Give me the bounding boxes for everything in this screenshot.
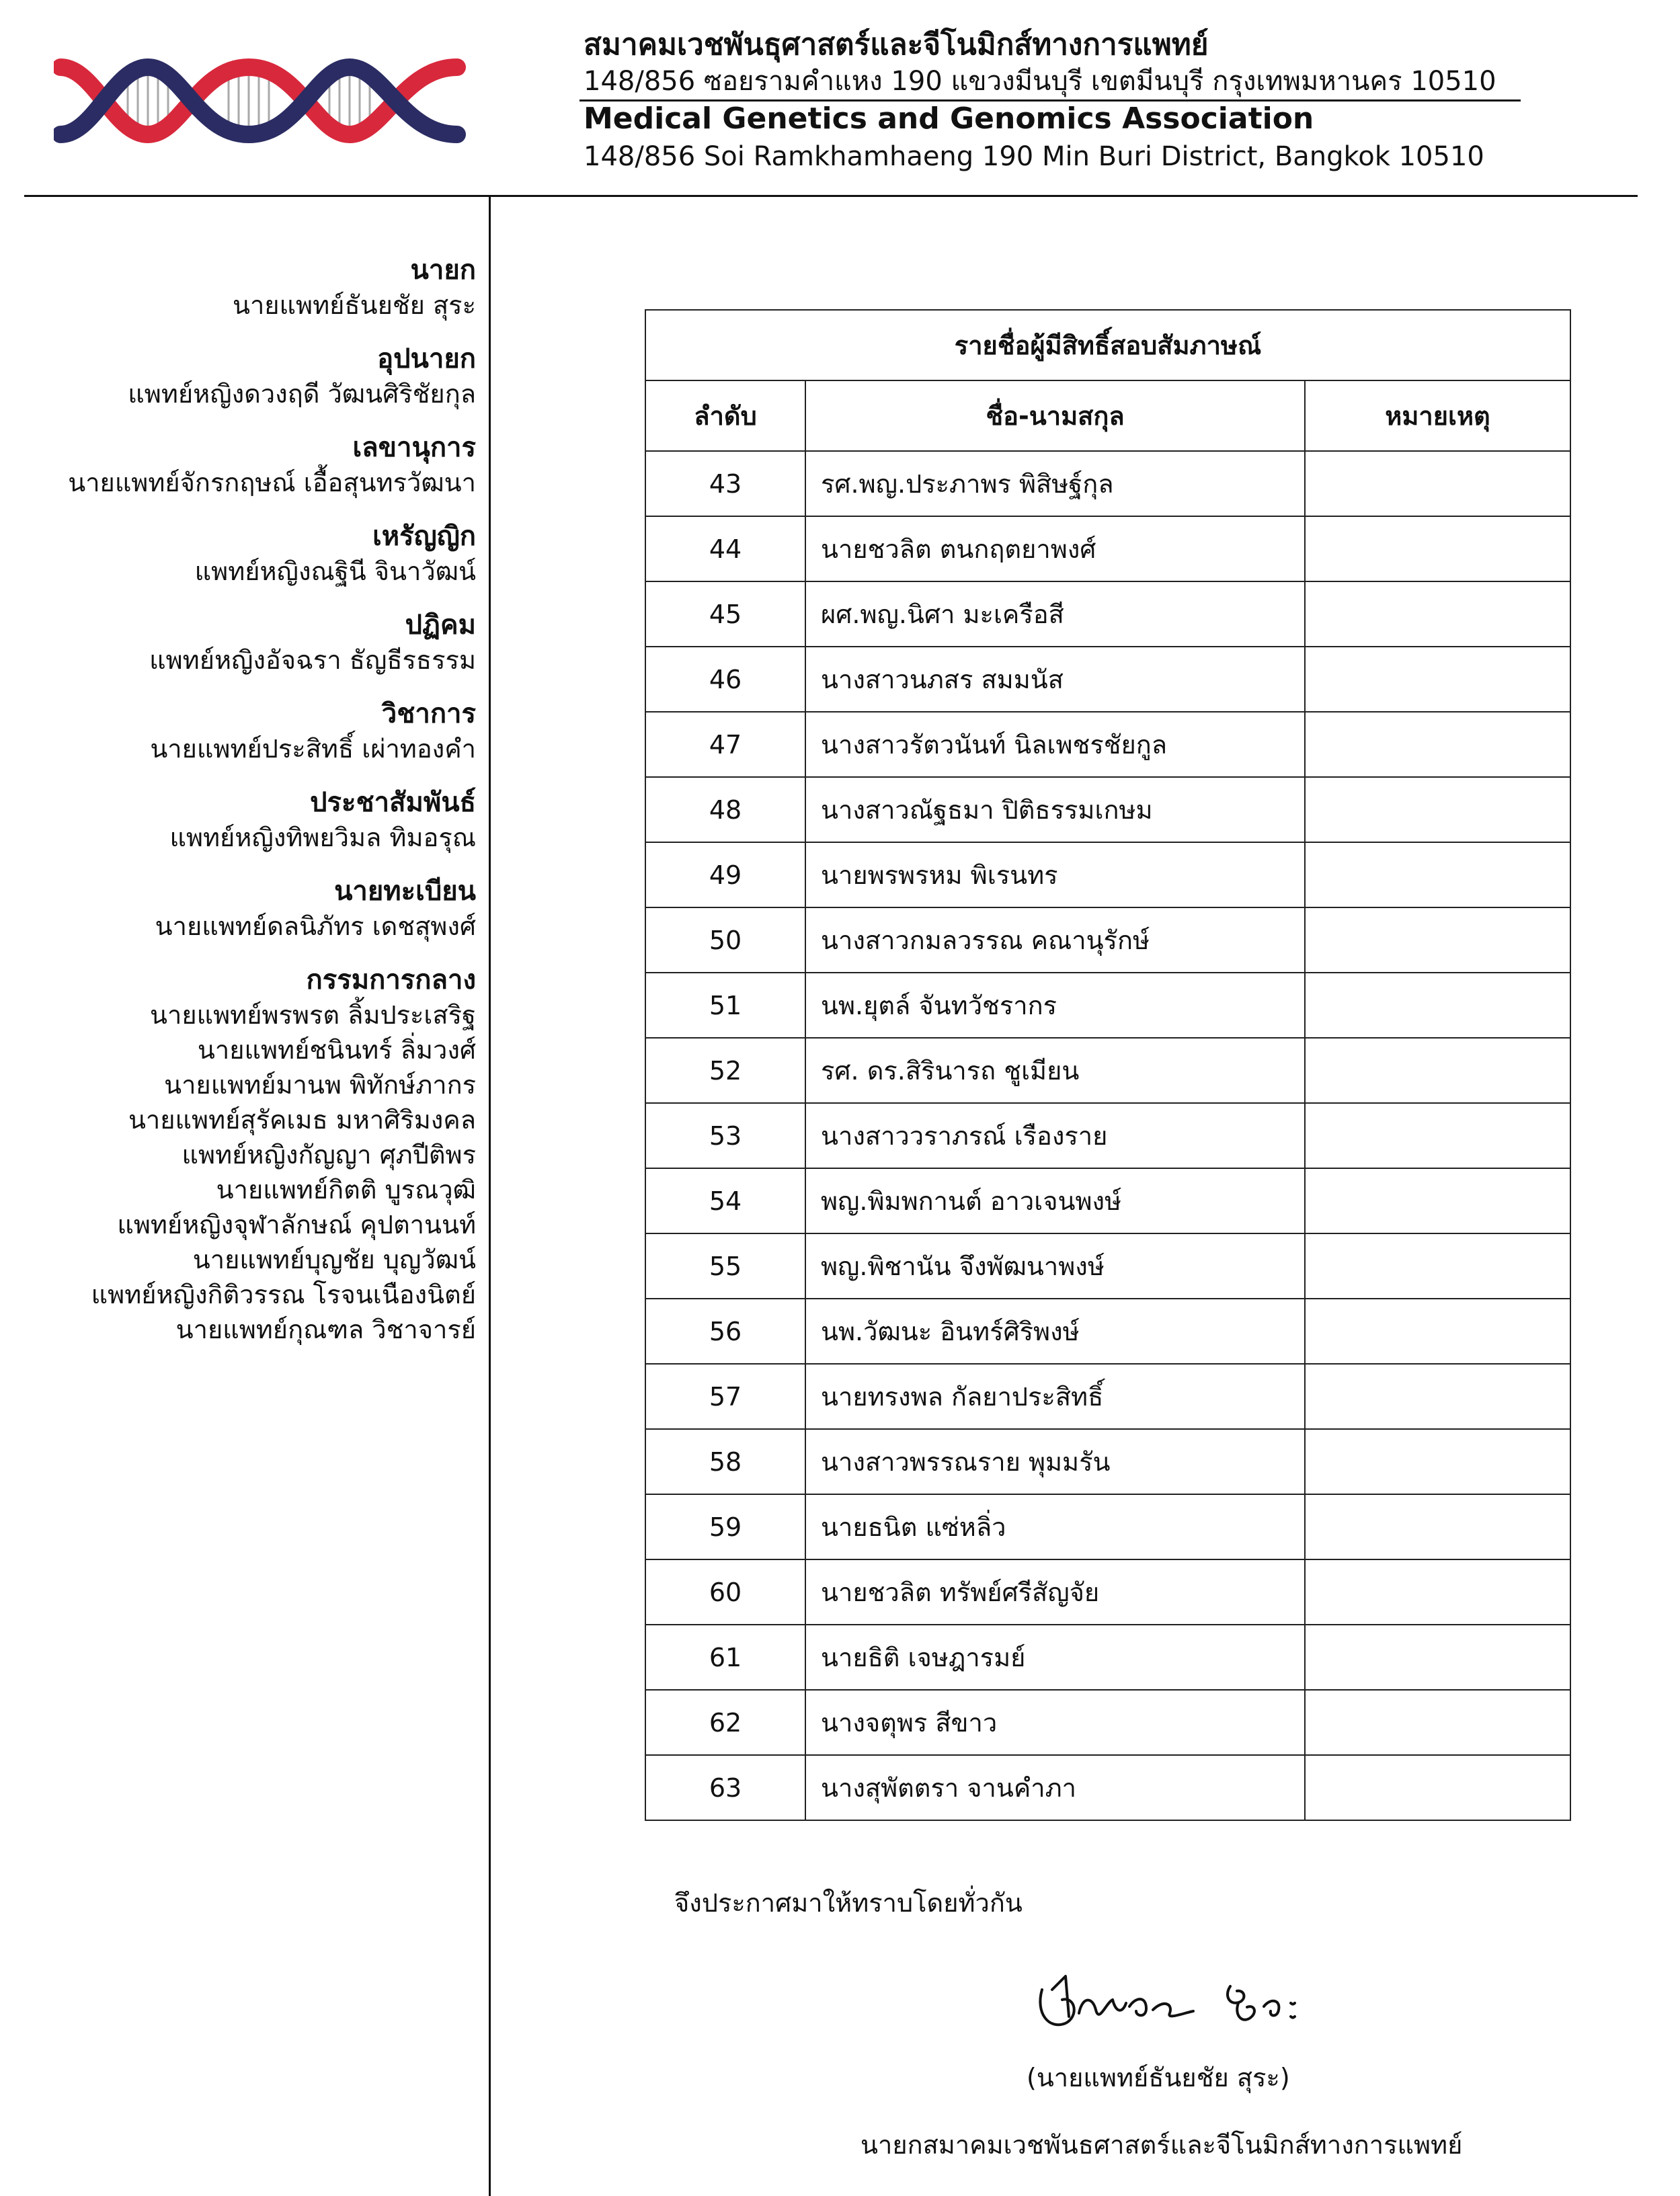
cell-name: นายทรงพล กัลยาประสิทธิ์ bbox=[805, 1364, 1305, 1429]
signer-name: (นายแพทย์ธันยชัย สุระ) bbox=[1027, 2063, 1290, 2092]
cell-name: นางสาวพรรณราย พุมมรัน bbox=[805, 1429, 1305, 1494]
cell-remark bbox=[1305, 712, 1570, 777]
member-name: นายแพทย์พรพรต ลิ้มประเสริฐ bbox=[150, 1000, 476, 1030]
committee-role bbox=[13, 253, 476, 323]
role-title: เลขานุการ bbox=[352, 432, 476, 463]
cell-name: นางสุพัตตรา จานคำภา bbox=[805, 1755, 1305, 1820]
table-row bbox=[645, 973, 1570, 1038]
table-row bbox=[645, 581, 1570, 647]
handwritten-signature bbox=[1029, 1949, 1331, 2050]
cell-name: นายธิติ เจษฎารมย์ bbox=[805, 1625, 1305, 1690]
cell-remark bbox=[1305, 1299, 1570, 1364]
cell-remark bbox=[1305, 1755, 1570, 1820]
table-row bbox=[645, 451, 1570, 516]
header-underline bbox=[579, 99, 1521, 101]
roster-table bbox=[645, 309, 1571, 1821]
closing-statement: จึงประกาศมาให้ทราบโดยทั่วกัน bbox=[674, 1888, 1023, 1918]
role-title: วิชาการ bbox=[381, 698, 476, 729]
table-row bbox=[645, 1038, 1570, 1103]
cell-no: 43 bbox=[645, 451, 805, 516]
table-row bbox=[645, 1755, 1570, 1820]
dna-helix-icon bbox=[54, 40, 471, 161]
committee-role bbox=[13, 608, 476, 678]
cell-remark bbox=[1305, 1168, 1570, 1233]
cell-no: 48 bbox=[645, 777, 805, 842]
cell-name: นางจตุพร สีขาว bbox=[805, 1690, 1305, 1755]
member-name: แพทย์หญิงทิพยวิมล ทิมอรุณ bbox=[169, 823, 476, 852]
cell-remark bbox=[1305, 1559, 1570, 1625]
member-name: แพทย์หญิงณฐินี จินาวัฒน์ bbox=[194, 557, 476, 586]
column-header-name: ชื่อ-นามสกุล bbox=[805, 380, 1305, 451]
member-name: นายแพทย์กุณฑล วิชาจารย์ bbox=[175, 1315, 476, 1344]
cell-no: 54 bbox=[645, 1168, 805, 1233]
cell-name: นางสาวนภสร สมมนัส bbox=[805, 647, 1305, 712]
cell-no: 45 bbox=[645, 581, 805, 647]
role-title: เหรัญญิก bbox=[372, 521, 476, 552]
cell-name: นพ.ยุตล์ จันทวัชรากร bbox=[805, 973, 1305, 1038]
committee-sidebar bbox=[13, 253, 476, 1366]
table-caption: รายชื่อผู้มีสิทธิ์สอบสัมภาษณ์ bbox=[645, 310, 1570, 380]
cell-no: 59 bbox=[645, 1494, 805, 1559]
address-en: 148/856 Soi Ramkhamhaeng 190 Min Buri District, Bangkok 10510 bbox=[584, 141, 1484, 172]
table-row bbox=[645, 1103, 1570, 1168]
committee-role bbox=[13, 430, 476, 500]
committee-role bbox=[13, 785, 476, 855]
member-name: นายแพทย์ธันยชัย สุระ bbox=[232, 290, 476, 320]
cell-no: 53 bbox=[645, 1103, 805, 1168]
cell-no: 49 bbox=[645, 842, 805, 907]
cell-name: นางสาวรัตวนันท์ นิลเพชรชัยกูล bbox=[805, 712, 1305, 777]
member-name: นายแพทย์มานพ พิทักษ์ภากร bbox=[164, 1070, 476, 1100]
table-row bbox=[645, 1559, 1570, 1625]
cell-name: นายชวลิต ตนกฤตยาพงศ์ bbox=[805, 516, 1305, 581]
table-row bbox=[645, 1429, 1570, 1494]
cell-name: รศ. ดร.สิรินารถ ชูเมียน bbox=[805, 1038, 1305, 1103]
cell-name: นางสาวณัฐธมา ปิติธรรมเกษม bbox=[805, 777, 1305, 842]
cell-name: นางสาววราภรณ์ เรืองราย bbox=[805, 1103, 1305, 1168]
cell-remark bbox=[1305, 842, 1570, 907]
cell-name: ผศ.พญ.นิศา มะเครือสี bbox=[805, 581, 1305, 647]
cell-no: 47 bbox=[645, 712, 805, 777]
cell-remark bbox=[1305, 1364, 1570, 1429]
cell-no: 50 bbox=[645, 907, 805, 973]
cell-remark bbox=[1305, 1690, 1570, 1755]
cell-remark bbox=[1305, 1038, 1570, 1103]
role-title: กรรมการกลาง bbox=[306, 965, 476, 995]
cell-name: พญ.พิมพกานต์ อาวเจนพงษ์ bbox=[805, 1168, 1305, 1233]
cell-no: 51 bbox=[645, 973, 805, 1038]
table-row bbox=[645, 907, 1570, 973]
member-name: นายแพทย์สุรัคเมธ มหาศิริมงคล bbox=[128, 1105, 476, 1135]
cell-remark bbox=[1305, 647, 1570, 712]
cell-no: 46 bbox=[645, 647, 805, 712]
cell-no: 58 bbox=[645, 1429, 805, 1494]
header-divider bbox=[24, 195, 1638, 197]
org-name-th: สมาคมเวชพันธุศาสตร์และจีโนมิกส์ทางการแพทย์ bbox=[584, 28, 1209, 62]
table-row bbox=[645, 777, 1570, 842]
cell-name: นายพรพรหม พิเรนทร bbox=[805, 842, 1305, 907]
cell-name: พญ.พิชานัน จึงพัฒนาพงษ์ bbox=[805, 1233, 1305, 1299]
member-name: นายแพทย์บุญชัย บุญวัฒน์ bbox=[192, 1245, 476, 1274]
cell-remark bbox=[1305, 581, 1570, 647]
cell-remark bbox=[1305, 973, 1570, 1038]
committee-role bbox=[13, 341, 476, 411]
table-row bbox=[645, 1364, 1570, 1429]
member-name: นายแพทย์ชนินทร์ ลิ่มวงศ์ bbox=[197, 1035, 476, 1065]
member-name: นายแพทย์ประสิทธิ์ เผ่าทองคำ bbox=[150, 734, 476, 764]
member-name: แพทย์หญิงกิติวรรณ โรจนเนืองนิตย์ bbox=[91, 1280, 476, 1309]
cell-name: นายธนิต แซ่หลิ่ว bbox=[805, 1494, 1305, 1559]
table-row bbox=[645, 516, 1570, 581]
cell-name: นพ.วัฒนะ อินทร์ศิริพงษ์ bbox=[805, 1299, 1305, 1364]
org-name-en: Medical Genetics and Genomics Association bbox=[584, 101, 1314, 136]
cell-no: 62 bbox=[645, 1690, 805, 1755]
member-name: นายแพทย์จักรกฤษณ์ เอื้อสุนทรวัฒนา bbox=[68, 468, 476, 497]
cell-no: 57 bbox=[645, 1364, 805, 1429]
cell-remark bbox=[1305, 1494, 1570, 1559]
table-row bbox=[645, 1168, 1570, 1233]
cell-remark bbox=[1305, 451, 1570, 516]
table-row bbox=[645, 1690, 1570, 1755]
cell-remark bbox=[1305, 1103, 1570, 1168]
cell-name: รศ.พญ.ประภาพร พิสิษฐ์กุล bbox=[805, 451, 1305, 516]
cell-no: 56 bbox=[645, 1299, 805, 1364]
committee-role bbox=[13, 696, 476, 766]
column-header-remark: หมายเหตุ bbox=[1305, 380, 1570, 451]
table-row bbox=[645, 842, 1570, 907]
table-row bbox=[645, 647, 1570, 712]
table-row bbox=[645, 712, 1570, 777]
column-header-no: ลำดับ bbox=[645, 380, 805, 451]
role-title: นายก bbox=[410, 255, 476, 286]
member-name: แพทย์หญิงกัญญา ศุภปีติพร bbox=[182, 1140, 476, 1170]
role-title: ประชาสัมพันธ์ bbox=[310, 787, 476, 818]
cell-remark bbox=[1305, 1233, 1570, 1299]
member-name: แพทย์หญิงจุฬาลักษณ์ คุปตานนท์ bbox=[117, 1210, 476, 1239]
table-row bbox=[645, 1625, 1570, 1690]
cell-remark bbox=[1305, 907, 1570, 973]
table-row bbox=[645, 1299, 1570, 1364]
cell-remark bbox=[1305, 1625, 1570, 1690]
signer-title: นายกสมาคมเวชพันธศาสตร์และจีโนมิกส์ทางการแพทย์ bbox=[861, 2130, 1463, 2160]
table-row bbox=[645, 1494, 1570, 1559]
address-th: 148/856 ซอยรามคำแหง 190 แขวงมีนบุรี เขตมีนบุรี กรุงเทพมหานคร 10510 bbox=[584, 66, 1496, 97]
member-name: นายแพทย์กิตติ บูรณวุฒิ bbox=[216, 1175, 476, 1205]
cell-no: 63 bbox=[645, 1755, 805, 1820]
committee-role bbox=[13, 963, 476, 1347]
cell-no: 44 bbox=[645, 516, 805, 581]
member-name: แพทย์หญิงอัจฉรา ธัญธีรธรรม bbox=[149, 645, 476, 675]
member-name: นายแพทย์ดลนิภัทร เดชสุพงศ์ bbox=[155, 911, 476, 941]
sidebar-divider bbox=[489, 196, 491, 2196]
committee-role bbox=[13, 519, 476, 589]
role-title: อุปนายก bbox=[377, 343, 476, 374]
cell-no: 55 bbox=[645, 1233, 805, 1299]
cell-no: 52 bbox=[645, 1038, 805, 1103]
cell-name: นายชวลิต ทรัพย์ศรีสัญจัย bbox=[805, 1559, 1305, 1625]
committee-role bbox=[13, 874, 476, 944]
role-title: ปฏิคม bbox=[405, 610, 476, 641]
cell-remark bbox=[1305, 777, 1570, 842]
cell-remark bbox=[1305, 516, 1570, 581]
member-name: แพทย์หญิงดวงฤดี วัฒนศิริชัยกุล bbox=[128, 379, 476, 409]
cell-remark bbox=[1305, 1429, 1570, 1494]
cell-no: 60 bbox=[645, 1559, 805, 1625]
cell-name: นางสาวกมลวรรณ คณานุรักษ์ bbox=[805, 907, 1305, 973]
cell-no: 61 bbox=[645, 1625, 805, 1690]
table-row bbox=[645, 1233, 1570, 1299]
role-title: นายทะเบียน bbox=[334, 876, 476, 907]
